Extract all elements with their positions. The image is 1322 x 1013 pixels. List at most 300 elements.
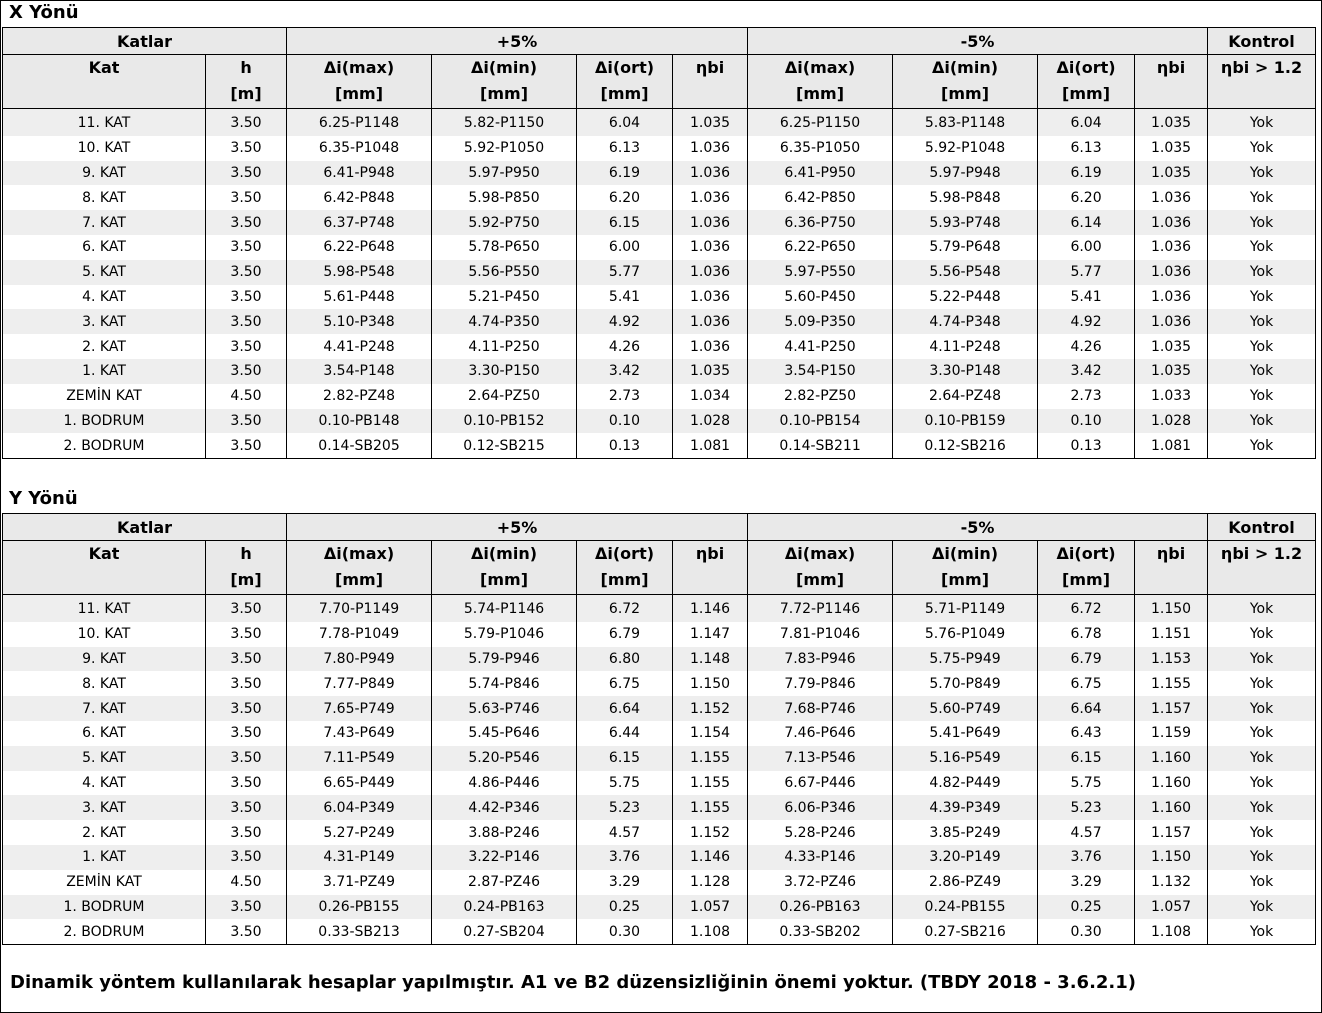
cell-nbi-minus: 1.036 [1135, 235, 1208, 260]
group-header-minus5: -5% [748, 28, 1208, 55]
cell-dmax-plus: 6.04-P349 [287, 795, 432, 820]
col-header-dort-label: Δi(ort) [595, 544, 655, 563]
cell-h: 3.50 [206, 919, 287, 944]
cell-dmax-minus: 6.36-P750 [748, 210, 893, 235]
cell-nbi-plus: 1.036 [673, 235, 748, 260]
cell-dmin-minus: 5.76-P1049 [893, 622, 1038, 647]
col-header-unit: [mm] [1062, 570, 1111, 589]
cell-nbi-minus: 1.132 [1135, 870, 1208, 895]
cell-kat: 3. KAT [3, 795, 206, 820]
cell-nbi-minus: 1.151 [1135, 622, 1208, 647]
col-header-dmin-minus [893, 55, 1038, 109]
col-header-unit: [mm] [796, 84, 845, 103]
cell-dmax-minus: 6.67-P446 [748, 771, 893, 796]
cell-kat: 1. KAT [3, 845, 206, 870]
table-row [3, 870, 1316, 895]
cell-dort-minus: 3.76 [1038, 845, 1135, 870]
cell-nbi-minus: 1.035 [1135, 334, 1208, 359]
cell-nbi-minus: 1.155 [1135, 671, 1208, 696]
col-header-unit: [mm] [600, 570, 649, 589]
col-header-kontrol [1208, 541, 1316, 595]
table-row [3, 746, 1316, 771]
y-direction-table [2, 513, 1316, 945]
col-header-nbi-plus [673, 541, 748, 595]
cell-dmin-plus: 5.79-P946 [432, 647, 577, 672]
cell-dort-minus: 6.19 [1038, 161, 1135, 186]
cell-nbi-plus: 1.035 [673, 359, 748, 384]
col-header-nbi-minus [1135, 55, 1208, 109]
cell-dort-plus: 2.73 [577, 384, 673, 409]
cell-dmin-plus: 0.12-SB215 [432, 433, 577, 458]
table-row [3, 820, 1316, 845]
col-header-dmax-plus [287, 541, 432, 595]
cell-dmin-plus: 3.88-P246 [432, 820, 577, 845]
cell-dort-minus: 6.64 [1038, 696, 1135, 721]
cell-nbi-minus: 1.159 [1135, 721, 1208, 746]
cell-dort-plus: 0.10 [577, 409, 673, 434]
cell-nbi-plus: 1.034 [673, 384, 748, 409]
cell-nbi-minus: 1.035 [1135, 161, 1208, 186]
cell-dmin-minus: 4.11-P248 [893, 334, 1038, 359]
cell-nbi-plus: 1.146 [673, 845, 748, 870]
cell-dmax-plus: 6.35-P1048 [287, 136, 432, 161]
cell-h: 3.50 [206, 771, 287, 796]
cell-dort-minus: 5.41 [1038, 285, 1135, 310]
group-header-katlar: Katlar [3, 28, 287, 55]
cell-dmin-minus: 2.86-PZ49 [893, 870, 1038, 895]
cell-dmin-minus: 4.82-P449 [893, 771, 1038, 796]
cell-dort-plus: 6.75 [577, 671, 673, 696]
cell-kontrol: Yok [1208, 820, 1316, 845]
cell-dmin-minus: 5.71-P1149 [893, 595, 1038, 622]
table-row [3, 384, 1316, 409]
cell-dort-minus: 5.77 [1038, 260, 1135, 285]
cell-nbi-minus: 1.081 [1135, 433, 1208, 458]
group-header-plus5: +5% [287, 28, 748, 55]
cell-dmin-minus: 5.56-P548 [893, 260, 1038, 285]
cell-kat: 2. KAT [3, 820, 206, 845]
cell-dmin-minus: 0.10-PB159 [893, 409, 1038, 434]
table-row [3, 309, 1316, 334]
cell-kat: 5. KAT [3, 260, 206, 285]
col-header-dmin-plus [432, 541, 577, 595]
cell-nbi-minus: 1.028 [1135, 409, 1208, 434]
cell-dort-minus: 5.23 [1038, 795, 1135, 820]
cell-dort-minus: 6.20 [1038, 185, 1135, 210]
cell-kat: ZEMİN KAT [3, 384, 206, 409]
cell-kat: 10. KAT [3, 622, 206, 647]
table-row [3, 334, 1316, 359]
col-header-dmin-plus [432, 55, 577, 109]
col-header-nbi-label: ηbi [1156, 58, 1186, 77]
cell-h: 3.50 [206, 647, 287, 672]
col-header-kat [3, 55, 206, 109]
cell-dmin-minus: 5.93-P748 [893, 210, 1038, 235]
table-row [3, 795, 1316, 820]
y-direction-title: Y Yönü [9, 488, 78, 509]
cell-dort-plus: 6.72 [577, 595, 673, 622]
cell-kat: 2. BODRUM [3, 433, 206, 458]
cell-dmax-plus: 0.10-PB148 [287, 409, 432, 434]
cell-kontrol: Yok [1208, 161, 1316, 186]
cell-nbi-plus: 1.036 [673, 285, 748, 310]
col-header-unit: [mm] [941, 84, 990, 103]
cell-dort-plus: 4.57 [577, 820, 673, 845]
cell-dmin-plus: 5.74-P846 [432, 671, 577, 696]
cell-dmax-plus: 6.41-P948 [287, 161, 432, 186]
cell-dmin-plus: 5.63-P746 [432, 696, 577, 721]
cell-dmax-minus: 7.68-P746 [748, 696, 893, 721]
cell-dmin-minus: 3.20-P149 [893, 845, 1038, 870]
cell-kontrol: Yok [1208, 595, 1316, 622]
cell-dort-minus: 0.25 [1038, 895, 1135, 920]
cell-dmin-plus: 3.22-P146 [432, 845, 577, 870]
col-header-kontrol [1208, 55, 1316, 109]
cell-dmax-plus: 7.78-P1049 [287, 622, 432, 647]
col-header-h-unit: [m] [230, 570, 262, 589]
cell-dmin-minus: 4.39-P349 [893, 795, 1038, 820]
cell-dmax-plus: 0.33-SB213 [287, 919, 432, 944]
col-header-dmax-label: Δi(max) [784, 58, 856, 77]
cell-dort-plus: 5.41 [577, 285, 673, 310]
cell-kat: 5. KAT [3, 746, 206, 771]
table-row [3, 409, 1316, 434]
cell-nbi-minus: 1.160 [1135, 795, 1208, 820]
cell-dort-minus: 3.42 [1038, 359, 1135, 384]
col-header-h-label: h [240, 58, 252, 77]
cell-dmax-plus: 4.41-P248 [287, 334, 432, 359]
cell-nbi-plus: 1.108 [673, 919, 748, 944]
cell-kat: 6. KAT [3, 235, 206, 260]
cell-dmax-plus: 7.77-P849 [287, 671, 432, 696]
cell-dmax-plus: 4.31-P149 [287, 845, 432, 870]
cell-dmin-minus: 5.41-P649 [893, 721, 1038, 746]
cell-kontrol: Yok [1208, 771, 1316, 796]
col-header-kontrol-label: ηbi > 1.2 [1220, 58, 1303, 77]
cell-dort-minus: 6.78 [1038, 622, 1135, 647]
cell-dmax-plus: 6.25-P1148 [287, 109, 432, 136]
col-header-kontrol-label: ηbi > 1.2 [1220, 544, 1303, 563]
cell-kontrol: Yok [1208, 309, 1316, 334]
table-row [3, 671, 1316, 696]
cell-dort-minus: 6.75 [1038, 671, 1135, 696]
cell-kat: 1. BODRUM [3, 895, 206, 920]
cell-dort-minus: 4.26 [1038, 334, 1135, 359]
cell-nbi-plus: 1.146 [673, 595, 748, 622]
cell-kat: 3. KAT [3, 309, 206, 334]
col-header-unit: [mm] [941, 570, 990, 589]
cell-dort-plus: 3.42 [577, 359, 673, 384]
cell-kontrol: Yok [1208, 285, 1316, 310]
col-header-h-label: h [240, 544, 252, 563]
cell-dort-plus: 6.44 [577, 721, 673, 746]
cell-kontrol: Yok [1208, 210, 1316, 235]
cell-dort-plus: 4.26 [577, 334, 673, 359]
col-header-dmax-label: Δi(max) [323, 58, 395, 77]
cell-dmin-plus: 0.27-SB204 [432, 919, 577, 944]
cell-nbi-minus: 1.157 [1135, 696, 1208, 721]
cell-dort-plus: 5.77 [577, 260, 673, 285]
col-header-dort-label: Δi(ort) [1056, 544, 1116, 563]
cell-dmax-plus: 0.26-PB155 [287, 895, 432, 920]
cell-kontrol: Yok [1208, 746, 1316, 771]
cell-kat: 7. KAT [3, 210, 206, 235]
cell-dmax-minus: 7.72-P1146 [748, 595, 893, 622]
cell-dmin-plus: 5.79-P1046 [432, 622, 577, 647]
cell-dmax-plus: 5.61-P448 [287, 285, 432, 310]
cell-kontrol: Yok [1208, 671, 1316, 696]
cell-dmin-plus: 3.30-P150 [432, 359, 577, 384]
cell-nbi-minus: 1.035 [1135, 109, 1208, 136]
cell-dmax-plus: 6.37-P748 [287, 210, 432, 235]
cell-nbi-minus: 1.036 [1135, 309, 1208, 334]
cell-kat: 11. KAT [3, 595, 206, 622]
cell-dmax-minus: 7.79-P846 [748, 671, 893, 696]
cell-nbi-plus: 1.035 [673, 109, 748, 136]
cell-dmin-plus: 4.86-P446 [432, 771, 577, 796]
cell-dmax-plus: 5.98-P548 [287, 260, 432, 285]
table-row [3, 109, 1316, 136]
cell-h: 3.50 [206, 409, 287, 434]
table-row [3, 895, 1316, 920]
cell-dmin-minus: 5.83-P1148 [893, 109, 1038, 136]
cell-kat: ZEMİN KAT [3, 870, 206, 895]
cell-kontrol: Yok [1208, 334, 1316, 359]
cell-dmax-minus: 5.28-P246 [748, 820, 893, 845]
cell-kat: 2. KAT [3, 334, 206, 359]
table-row [3, 647, 1316, 672]
cell-h: 3.50 [206, 161, 287, 186]
cell-nbi-plus: 1.148 [673, 647, 748, 672]
cell-h: 3.50 [206, 359, 287, 384]
cell-kontrol: Yok [1208, 185, 1316, 210]
col-header-dmin-minus [893, 541, 1038, 595]
cell-dmax-plus: 0.14-SB205 [287, 433, 432, 458]
cell-h: 3.50 [206, 309, 287, 334]
cell-nbi-plus: 1.036 [673, 309, 748, 334]
table-row [3, 210, 1316, 235]
cell-kat: 1. BODRUM [3, 409, 206, 434]
cell-nbi-plus: 1.152 [673, 696, 748, 721]
table-row [3, 161, 1316, 186]
cell-dmin-plus: 5.82-P1150 [432, 109, 577, 136]
cell-nbi-minus: 1.150 [1135, 595, 1208, 622]
cell-dort-plus: 6.15 [577, 210, 673, 235]
cell-kontrol: Yok [1208, 409, 1316, 434]
cell-nbi-minus: 1.157 [1135, 820, 1208, 845]
cell-dort-minus: 2.73 [1038, 384, 1135, 409]
cell-dmax-minus: 5.09-P350 [748, 309, 893, 334]
cell-kat: 10. KAT [3, 136, 206, 161]
cell-dmax-minus: 0.33-SB202 [748, 919, 893, 944]
cell-kat: 6. KAT [3, 721, 206, 746]
cell-dort-plus: 0.13 [577, 433, 673, 458]
cell-h: 3.50 [206, 622, 287, 647]
cell-dort-minus: 4.57 [1038, 820, 1135, 845]
cell-kontrol: Yok [1208, 235, 1316, 260]
table-row [3, 235, 1316, 260]
cell-dmax-minus: 0.26-PB163 [748, 895, 893, 920]
col-header-dmin-label: Δi(min) [470, 58, 538, 77]
cell-dmax-minus: 7.81-P1046 [748, 622, 893, 647]
cell-dmin-plus: 5.21-P450 [432, 285, 577, 310]
cell-kontrol: Yok [1208, 433, 1316, 458]
cell-h: 3.50 [206, 136, 287, 161]
cell-nbi-minus: 1.036 [1135, 285, 1208, 310]
cell-dmax-minus: 5.97-P550 [748, 260, 893, 285]
table-row [3, 285, 1316, 310]
col-header-dmin-label: Δi(min) [932, 544, 999, 563]
table-row [3, 721, 1316, 746]
cell-dmin-plus: 5.45-P646 [432, 721, 577, 746]
cell-dort-minus: 0.30 [1038, 919, 1135, 944]
cell-nbi-plus: 1.081 [673, 433, 748, 458]
cell-dmax-minus: 6.25-P1150 [748, 109, 893, 136]
cell-dmin-plus: 4.74-P350 [432, 309, 577, 334]
cell-kontrol: Yok [1208, 647, 1316, 672]
cell-dmin-plus: 2.87-PZ46 [432, 870, 577, 895]
cell-dmin-minus: 5.70-P849 [893, 671, 1038, 696]
table-row [3, 260, 1316, 285]
col-header-nbi-label: ηbi [1156, 544, 1186, 563]
cell-nbi-plus: 1.057 [673, 895, 748, 920]
col-header-dmax-label: Δi(max) [323, 544, 395, 563]
cell-dort-minus: 4.92 [1038, 309, 1135, 334]
cell-dmax-minus: 3.72-PZ46 [748, 870, 893, 895]
col-header-dmin-label: Δi(min) [932, 58, 999, 77]
cell-nbi-plus: 1.036 [673, 185, 748, 210]
cell-nbi-minus: 1.160 [1135, 771, 1208, 796]
col-header-dort-minus [1038, 541, 1135, 595]
cell-dmin-plus: 2.64-PZ50 [432, 384, 577, 409]
cell-dmin-plus: 5.92-P1050 [432, 136, 577, 161]
cell-dmax-minus: 0.10-PB154 [748, 409, 893, 434]
x-direction-table [2, 27, 1316, 459]
cell-dort-plus: 6.15 [577, 746, 673, 771]
cell-dort-minus: 6.15 [1038, 746, 1135, 771]
cell-h: 3.50 [206, 433, 287, 458]
cell-dmin-plus: 5.92-P750 [432, 210, 577, 235]
cell-nbi-minus: 1.036 [1135, 210, 1208, 235]
cell-dmin-plus: 0.24-PB163 [432, 895, 577, 920]
cell-nbi-plus: 1.036 [673, 334, 748, 359]
cell-nbi-minus: 1.057 [1135, 895, 1208, 920]
cell-dmax-minus: 2.82-PZ50 [748, 384, 893, 409]
cell-dmax-plus: 6.22-P648 [287, 235, 432, 260]
col-header-nbi-label: ηbi [695, 58, 725, 77]
table-row [3, 696, 1316, 721]
col-header-nbi-plus [673, 55, 748, 109]
cell-dmin-minus: 5.97-P948 [893, 161, 1038, 186]
cell-dmax-plus: 7.80-P949 [287, 647, 432, 672]
table-row [3, 845, 1316, 870]
cell-h: 3.50 [206, 235, 287, 260]
cell-h: 3.50 [206, 795, 287, 820]
table-row [3, 433, 1316, 458]
footer-note: Dinamik yöntem kullanılarak hesaplar yapılmıştır. A1 ve B2 düzensizliğinin önemi yoktur. (TBDY 2018 - 3.6.2.1) [10, 972, 1137, 993]
cell-kat: 1. KAT [3, 359, 206, 384]
cell-dmax-plus: 7.11-P549 [287, 746, 432, 771]
cell-dmin-minus: 0.12-SB216 [893, 433, 1038, 458]
cell-dmin-minus: 4.74-P348 [893, 309, 1038, 334]
cell-dort-plus: 6.79 [577, 622, 673, 647]
cell-kat: 7. KAT [3, 696, 206, 721]
cell-dort-minus: 6.04 [1038, 109, 1135, 136]
cell-dmin-minus: 5.75-P949 [893, 647, 1038, 672]
cell-dmax-minus: 4.33-P146 [748, 845, 893, 870]
cell-dmax-minus: 6.42-P850 [748, 185, 893, 210]
cell-dmin-minus: 3.30-P148 [893, 359, 1038, 384]
cell-nbi-minus: 1.160 [1135, 746, 1208, 771]
cell-nbi-plus: 1.028 [673, 409, 748, 434]
cell-kat: 4. KAT [3, 771, 206, 796]
cell-dmin-plus: 5.78-P650 [432, 235, 577, 260]
cell-nbi-plus: 1.154 [673, 721, 748, 746]
table-row [3, 359, 1316, 384]
cell-kat: 4. KAT [3, 285, 206, 310]
col-header-unit: [mm] [480, 84, 528, 103]
cell-dmax-minus: 5.60-P450 [748, 285, 893, 310]
cell-dort-plus: 4.92 [577, 309, 673, 334]
cell-h: 3.50 [206, 746, 287, 771]
cell-kontrol: Yok [1208, 721, 1316, 746]
cell-nbi-plus: 1.155 [673, 746, 748, 771]
cell-dmin-minus: 5.92-P1048 [893, 136, 1038, 161]
cell-dmin-minus: 5.98-P848 [893, 185, 1038, 210]
group-header-katlar: Katlar [3, 514, 287, 541]
col-header-unit: [mm] [600, 84, 649, 103]
table-row [3, 136, 1316, 161]
cell-dort-minus: 6.00 [1038, 235, 1135, 260]
cell-dort-minus: 6.13 [1038, 136, 1135, 161]
cell-kontrol: Yok [1208, 384, 1316, 409]
cell-h: 4.50 [206, 870, 287, 895]
cell-dmin-minus: 5.22-P448 [893, 285, 1038, 310]
cell-dort-plus: 5.23 [577, 795, 673, 820]
col-header-kat [3, 541, 206, 595]
cell-dort-plus: 6.19 [577, 161, 673, 186]
col-header-dort-plus [577, 541, 673, 595]
cell-dmin-minus: 0.24-PB155 [893, 895, 1038, 920]
cell-dmin-plus: 4.42-P346 [432, 795, 577, 820]
col-header-kat-label: Kat [88, 58, 120, 77]
cell-dmax-plus: 7.65-P749 [287, 696, 432, 721]
cell-dmin-plus: 0.10-PB152 [432, 409, 577, 434]
table-row [3, 622, 1316, 647]
cell-dmax-plus: 7.70-P1149 [287, 595, 432, 622]
cell-dmin-plus: 5.74-P1146 [432, 595, 577, 622]
cell-dmin-plus: 4.11-P250 [432, 334, 577, 359]
col-header-unit: [mm] [335, 84, 383, 103]
cell-dmin-plus: 5.97-P950 [432, 161, 577, 186]
cell-kontrol: Yok [1208, 109, 1316, 136]
cell-h: 3.50 [206, 260, 287, 285]
cell-dort-minus: 6.43 [1038, 721, 1135, 746]
cell-kontrol: Yok [1208, 919, 1316, 944]
cell-dmax-minus: 6.35-P1050 [748, 136, 893, 161]
cell-dmin-plus: 5.98-P850 [432, 185, 577, 210]
group-header-minus5: -5% [748, 514, 1208, 541]
cell-dmax-plus: 2.82-PZ48 [287, 384, 432, 409]
cell-dmax-minus: 7.46-P646 [748, 721, 893, 746]
cell-dort-plus: 6.00 [577, 235, 673, 260]
table-row [3, 919, 1316, 944]
col-header-dort-minus [1038, 55, 1135, 109]
cell-dort-plus: 3.29 [577, 870, 673, 895]
cell-nbi-plus: 1.147 [673, 622, 748, 647]
col-header-h [206, 541, 287, 595]
col-header-dort-label: Δi(ort) [595, 58, 655, 77]
